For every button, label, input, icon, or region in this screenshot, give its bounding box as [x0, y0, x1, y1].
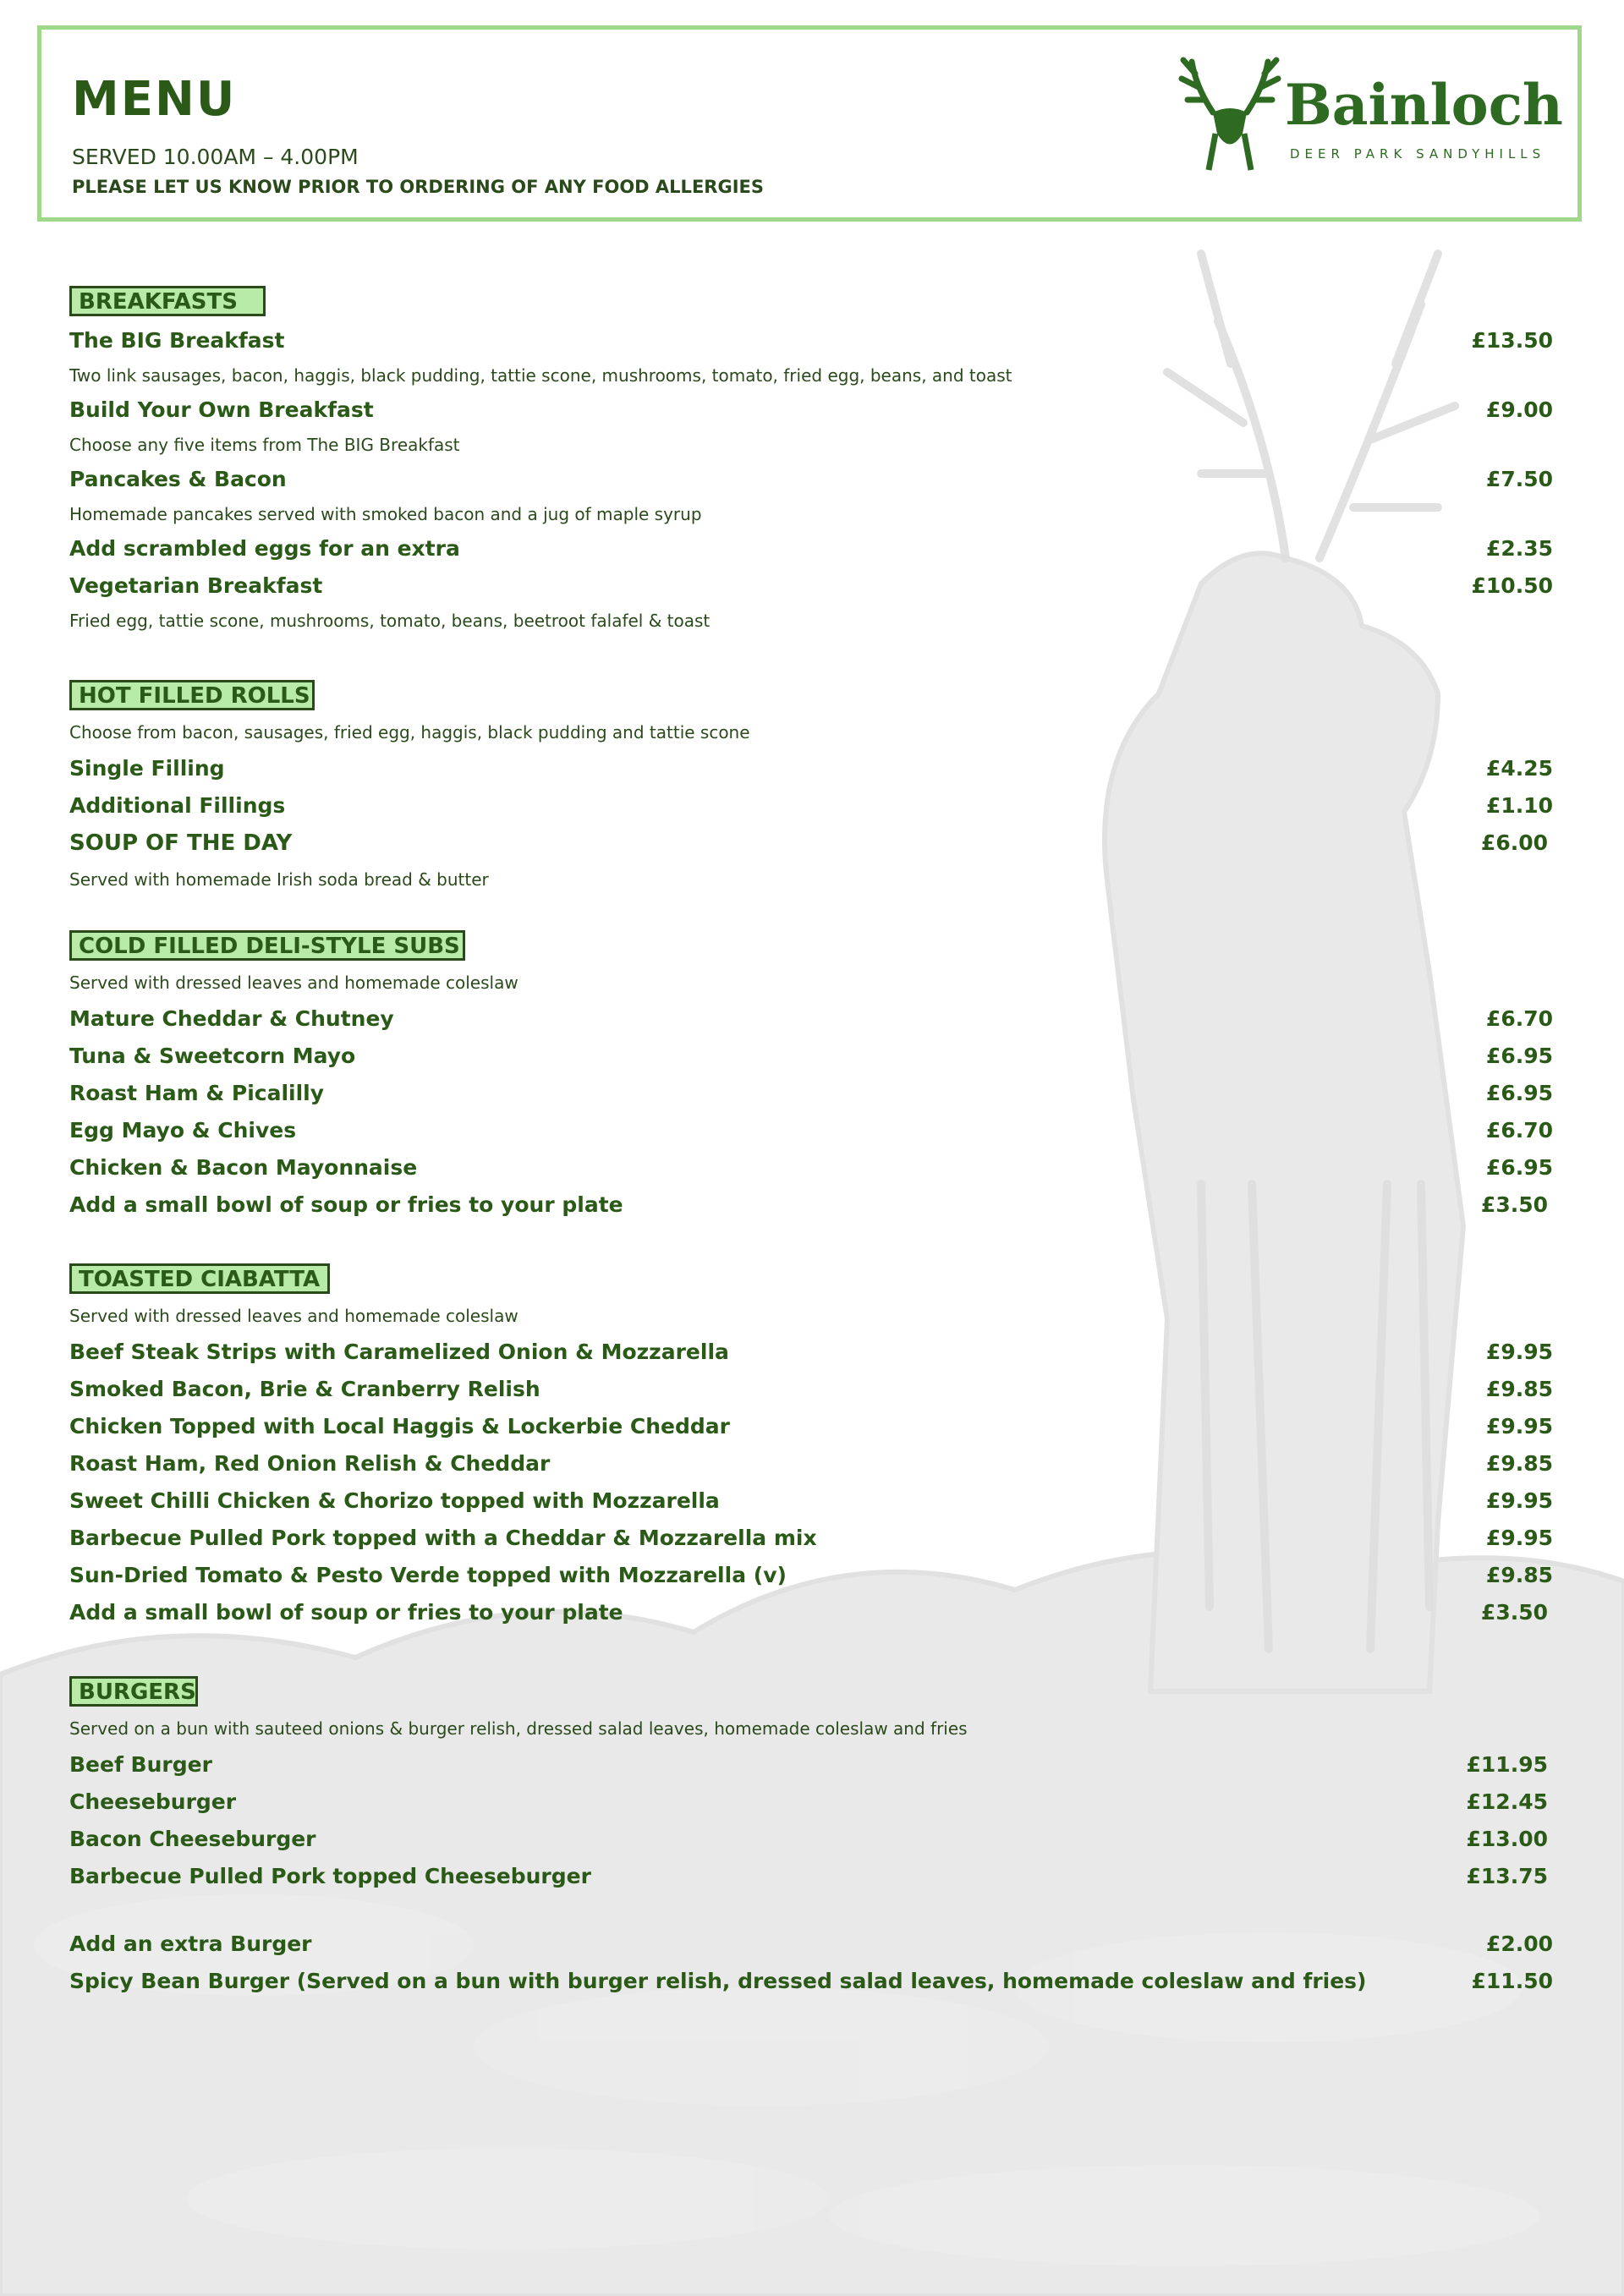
menu-item-price: £10.50 [1471, 573, 1553, 598]
menu-item-name: Add a small bowl of soup or fries to your plate [69, 1600, 623, 1625]
menu-item-price: £13.75 [1466, 1864, 1548, 1888]
menu-item-price: £6.70 [1485, 1118, 1553, 1143]
menu-item-name: Egg Mayo & Chives [69, 1118, 297, 1143]
menu-item-name: Add an extra Burger [69, 1932, 312, 1956]
section-heading-burgers: BURGERS [69, 1676, 198, 1707]
menu-item-name: Spicy Bean Burger (Served on a bun with burger relish, dressed salad leaves, homemade coleslaw and fries) [69, 1969, 1367, 1993]
menu-item-price: £9.85 [1485, 1451, 1553, 1476]
menu-item-price: £1.10 [1485, 793, 1553, 818]
menu-item-price: £9.95 [1485, 1414, 1553, 1438]
menu-item-price: £9.85 [1485, 1377, 1553, 1401]
stag-head-icon [1175, 53, 1285, 172]
logo-wordmark: Bainloch [1285, 72, 1563, 138]
menu-item-price: £7.50 [1485, 467, 1553, 491]
menu-item-description: Homemade pancakes served with smoked bacon and a jug of maple syrup [69, 504, 702, 524]
section-heading-ciabatta: TOASTED CIABATTA [69, 1263, 330, 1294]
menu-item-name: Add a small bowl of soup or fries to your plate [69, 1192, 623, 1217]
menu-item-price: £3.50 [1480, 1192, 1548, 1217]
menu-item-price: £12.45 [1466, 1789, 1548, 1814]
menu-item-name: Chicken Topped with Local Haggis & Lockerbie Cheddar [69, 1414, 731, 1438]
menu-item-name: Beef Burger [69, 1752, 212, 1777]
menu-item-name: Barbecue Pulled Pork topped with a Cheddar & Mozzarella mix [69, 1526, 817, 1550]
menu-item-name: Sweet Chilli Chicken & Chorizo topped with Mozzarella [69, 1488, 720, 1513]
menu-item-price: £3.50 [1480, 1600, 1548, 1625]
menu-header [37, 25, 1582, 222]
menu-item-price: £2.35 [1485, 536, 1553, 561]
menu-item-price: £13.00 [1466, 1827, 1548, 1851]
menu-item-name: SOUP OF THE DAY [69, 830, 293, 856]
menu-item-price: £11.50 [1471, 1969, 1553, 1993]
menu-item-name: Cheeseburger [69, 1789, 237, 1814]
menu-item-price: £9.00 [1485, 397, 1553, 422]
menu-item-description: Choose any five items from The BIG Breakfast [69, 435, 460, 455]
menu-item-name: Roast Ham & Picalilly [69, 1081, 325, 1105]
allergy-note: PLEASE LET US KNOW PRIOR TO ORDERING OF ANY FOOD ALLERGIES [72, 177, 764, 197]
menu-item-price: £11.95 [1466, 1752, 1548, 1777]
section-heading-breakfasts: BREAKFASTS [69, 286, 266, 316]
menu-item-price: £4.25 [1485, 756, 1553, 781]
menu-item-name: Barbecue Pulled Pork topped Cheeseburger [69, 1864, 591, 1888]
section-heading-hot-rolls: HOT FILLED ROLLS [69, 680, 315, 710]
menu-item-price: £9.95 [1485, 1526, 1553, 1550]
section-intro: Served on a bun with sauteed onions & burger relish, dressed salad leaves, homemade coleslaw and fries [69, 1718, 968, 1739]
section-intro: Served with dressed leaves and homemade coleslaw [69, 973, 518, 993]
menu-item-name: Vegetarian Breakfast [69, 573, 323, 598]
menu-item-name: Single Filling [69, 756, 225, 781]
menu-item-name: Chicken & Bacon Mayonnaise [69, 1155, 418, 1180]
menu-item-name: Tuna & Sweetcorn Mayo [69, 1044, 356, 1068]
section-intro: Served with dressed leaves and homemade coleslaw [69, 1306, 518, 1326]
menu-title: MENU [72, 72, 237, 127]
logo-subtitle: DEER PARK SANDYHILLS [1290, 146, 1546, 162]
menu-item-name: Roast Ham, Red Onion Relish & Cheddar [69, 1451, 551, 1476]
menu-item-name: Additional Fillings [69, 793, 286, 818]
section-intro: Choose from bacon, sausages, fried egg, haggis, black pudding and tattie scone [69, 722, 750, 743]
menu-item-price: £6.95 [1485, 1044, 1553, 1068]
menu-item-name: Build Your Own Breakfast [69, 397, 374, 422]
menu-item-price: £6.95 [1485, 1081, 1553, 1105]
menu-item-name: Mature Cheddar & Chutney [69, 1006, 394, 1031]
menu-item-name: Pancakes & Bacon [69, 467, 287, 491]
served-hours: SERVED 10.00AM – 4.00PM [72, 145, 359, 169]
menu-item-description: Two link sausages, bacon, haggis, black pudding, tattie scone, mushrooms, tomato, fried egg, beans, and toast [69, 365, 1012, 386]
menu-item-price: £9.95 [1485, 1488, 1553, 1513]
menu-item-price: £9.95 [1485, 1340, 1553, 1364]
menu-item-name: Sun-Dried Tomato & Pesto Verde topped with Mozzarella (v) [69, 1563, 787, 1587]
section-heading-subs: COLD FILLED DELI-STYLE SUBS [69, 930, 465, 961]
menu-item-price: £6.95 [1485, 1155, 1553, 1180]
menu-item-name: Smoked Bacon, Brie & Cranberry Relish [69, 1377, 540, 1401]
menu-item-name: Bacon Cheeseburger [69, 1827, 316, 1851]
menu-item-name: Beef Steak Strips with Caramelized Onion & Mozzarella [69, 1340, 729, 1364]
menu-item-price: £13.50 [1471, 328, 1553, 353]
menu-item-name: Add scrambled eggs for an extra [69, 536, 460, 561]
menu-item-description: Fried egg, tattie scone, mushrooms, tomato, beans, beetroot falafel & toast [69, 611, 710, 631]
menu-item-name: The BIG Breakfast [69, 328, 285, 353]
menu-item-price: £2.00 [1485, 1932, 1553, 1956]
menu-item-price: £9.85 [1485, 1563, 1553, 1587]
menu-item-price: £6.00 [1480, 830, 1548, 855]
bainloch-logo [1175, 53, 1564, 172]
menu-item-price: £6.70 [1485, 1006, 1553, 1031]
menu-item-description: Served with homemade Irish soda bread & butter [69, 869, 489, 890]
